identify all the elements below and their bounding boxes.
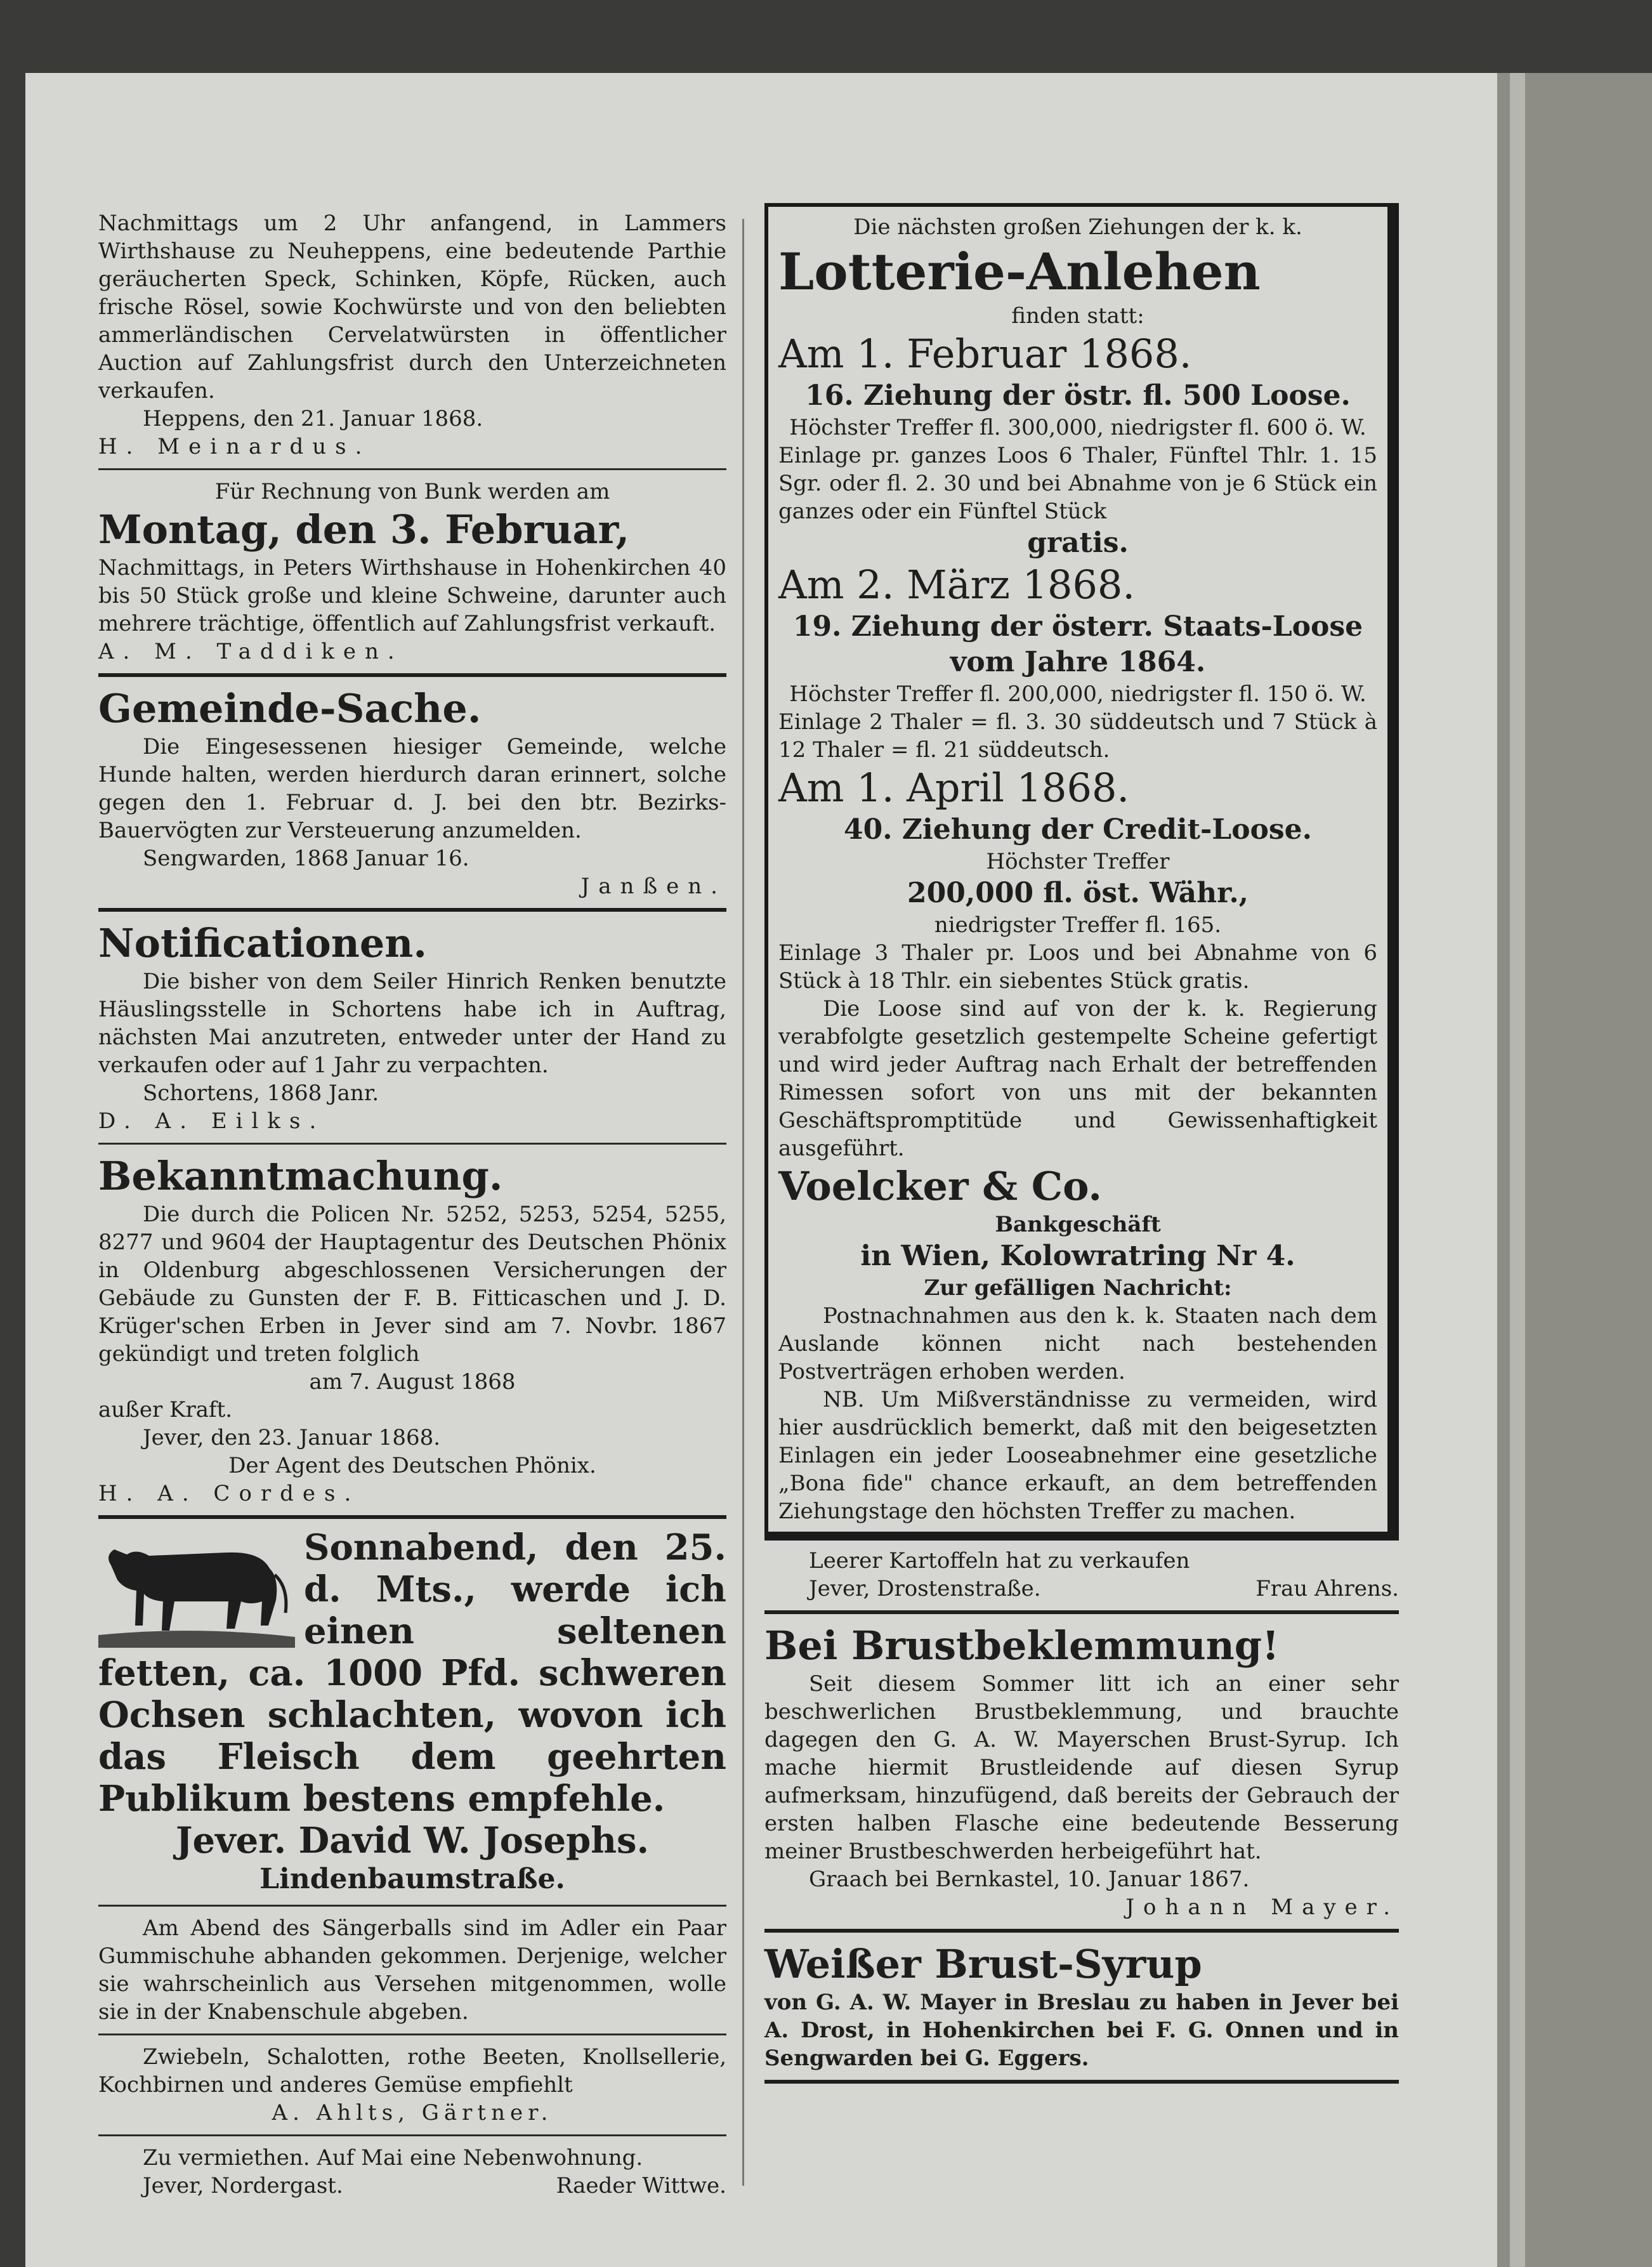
place-date: Graach bei Bernkastel, 10. Januar 1867.: [809, 1867, 1250, 1892]
divider: [98, 673, 726, 677]
signature: Janßen.: [580, 874, 726, 899]
lottery-stake-3: Einlage 3 Thaler pr. Loos und bei Abnahme von 6 Stück à 18 Thlr. ein siebentes Stück gratis.: [778, 940, 1377, 994]
lottery-date-1: Am 1. Februar 1868.: [778, 331, 1192, 377]
signature: Frau Ahrens.: [1255, 1576, 1399, 1601]
ad-text: Zwiebeln, Schalotten, rothe Beeten, Knollsellerie, Kochbirnen und anderes Gemüse empfiehlt: [98, 2044, 726, 2098]
divider: [764, 1929, 1399, 1933]
ox-illustration: [98, 1530, 295, 1651]
lottery-stake-1: Einlage pr. ganzes Loos 6 Thaler, Fünftel Thlr. 1. 15 Sgr. oder fl. 2. 30 und bei Abnahme von je 6 Stück ein ganzes oder ein Fünftel Stück: [778, 443, 1377, 524]
lottery-note-2: NB. Um Mißverständnisse zu vermeiden, wird hier ausdrücklich bemerkt, daß mit den beigesetzten Einlagen ein jeder Looseabnehmer eine gesetzliche „Bona fide" chance erkauft, an dem betreffenden Ziehungstage den höchsten Treffer zu machen.: [778, 1387, 1377, 1524]
date-line: am 7. August 1868: [309, 1369, 516, 1395]
lottery-note-head: Zur gefälligen Nachricht:: [924, 1275, 1232, 1301]
ad-text: Nachmittags, in Peters Wirthshause in Hohenkirchen 40 bis 50 Stück große und kleine Schweine, darunter auch mehrere trächtige, öffentlich auf Zahlungsfrist verkauft.: [98, 555, 726, 636]
ad-josephs: [98, 1527, 726, 1897]
ad-headline: Notificationen.: [98, 920, 427, 966]
ad-text: Seit diesem Sommer litt ich an einer sehr beschwerlichen Brustbeklemmung, und brauchte dagegen den G. A. W. Mayerschen Brust-Syrup. Ich mache hiermit Brustleidende auf diesen Syrup aufmerksam, hinzufügend, daß bereits der Gebrauch der ersten halben Flasche eine bedeutende Besserung meiner Brustbeschwerden herbeigeführt hat.: [764, 1671, 1399, 1864]
divider: [98, 908, 726, 912]
ad-notification: [98, 919, 726, 1135]
place: Jever, Nordergast.: [143, 2173, 343, 2198]
signature: Johann Mayer.: [1125, 1895, 1399, 1920]
signature: H. Meinardus.: [98, 434, 371, 459]
ad-sign: Jever. David W. Josephs.: [175, 1820, 650, 1862]
signature: D. A. Eilks.: [98, 1108, 325, 1134]
divider: [98, 2034, 726, 2035]
ad-text: Leerer Kartoffeln hat zu verkaufen: [809, 1548, 1190, 1574]
ad-text: Am Abend des Sängerballs sind im Adler ein Paar Gummischuhe abhanden gekommen. Derjenige, welcher sie wahrscheinlich aus Versehen mitgenommen, wolle sie in der Knabenschule abgeben.: [98, 1915, 726, 2025]
lottery-firm: Voelcker & Co.: [778, 1163, 1102, 1209]
ad-street: Lindenbaumstraße.: [259, 1863, 565, 1895]
left-column: [98, 209, 726, 2200]
lottery-sub: finden statt:: [1011, 303, 1144, 329]
lottery-date-2: Am 2. März 1868.: [778, 562, 1136, 608]
ad-syrup: [764, 1940, 1399, 2072]
ad-footer: [98, 2172, 726, 2200]
lottery-note-1: Postnachnahmen aus den k. k. Staaten nach dem Auslande können nicht nach bestehenden Postverträgen erhoben werden.: [778, 1303, 1377, 1384]
ad-meat-auction: [98, 209, 726, 461]
divider: [98, 1515, 726, 1519]
lottery-info: Die Loose sind auf von der k. k. Regierung verabfolgte gesetzlich gestempelte Scheine gefertigt und wird jeder Auftrag nach Erhalt der betreffenden Rimessen sofort von uns mit der bekannten Geschäftspromptitüde und Gewissenhaftigkeit ausgeführt.: [778, 996, 1377, 1161]
ad-headline: Bei Brustbeklemmung!: [764, 1622, 1280, 1669]
place-date: Schortens, 1868 Janr.: [143, 1081, 379, 1106]
column-rule: [742, 219, 744, 2186]
ad-headline: Montag, den 3. Februar,: [98, 506, 630, 553]
newspaper-page: [25, 73, 1497, 2267]
divider: [98, 1143, 726, 1145]
ad-text: Sonnabend, den 25. d. Mts., werde ich einen seltenen fetten, ca. 1000 Pfd. schweren Ochsen schlachten, wovon ich das Fleisch dem geehrten Publikum bestens empfehle.: [98, 1527, 726, 1820]
ad-vegetables: [98, 2043, 726, 2127]
ad-gemeinde: [98, 685, 726, 900]
ad-lottery: [764, 203, 1399, 1541]
ad-brust: [764, 1622, 1399, 1921]
lottery-prize-3b: 200,000 fl. öst. Währ.,: [907, 877, 1249, 909]
ad-pig-auction: [98, 478, 726, 666]
ad-footer: [764, 1575, 1399, 1603]
lottery-address: in Wien, Kolowratring Nr 4.: [860, 1240, 1295, 1272]
lottery-draw-1: 16. Ziehung der östr. fl. 500 Loose.: [805, 379, 1351, 412]
ad-lost-shoes: [98, 1914, 726, 2026]
lottery-gratis-1: gratis.: [1027, 527, 1129, 559]
signature: H. A. Cordes.: [98, 1481, 360, 1506]
lottery-firm-type: Bankgeschäft: [995, 1212, 1161, 1237]
place-date: Heppens, den 21. Januar 1868.: [143, 406, 483, 431]
ad-end: außer Kraft.: [98, 1397, 233, 1423]
ad-text: Die durch die Policen Nr. 5252, 5253, 5254, 5255, 8277 und 9604 der Hauptagentur des Deutschen Phönix in Oldenburg abgeschlossenen Versicherungen der Gebäude zu Gunsten der F. B. Fitticaschen und J. D. Krüger'schen Erben in Jever sind am 7. Novbr. 1867 gekündigt und treten folglich: [98, 1202, 726, 1367]
lottery-stake-2: Einlage 2 Thaler = fl. 3. 30 süddeutsch und 7 Stück à 12 Thaler = fl. 21 süddeutsch.: [778, 709, 1377, 763]
right-column: [764, 203, 1399, 2091]
ad-headline: Gemeinde-Sache.: [98, 685, 482, 732]
divider: [98, 1905, 726, 1907]
divider: [764, 1610, 1399, 1614]
lottery-draw-2: 19. Ziehung der österr. Staats-Loose vom Jahre 1864.: [792, 610, 1363, 678]
signature: A. Ahlts, Gärtner.: [272, 2100, 553, 2126]
ad-text: Nachmittags um 2 Uhr anfangend, in Lammers Wirthshause zu Neuheppens, eine bedeutende Parthie geräucherten Speck, Schinken, Köpfe, Rücken, auch frische Rösel, sowie Kochwürste und von den beliebten ammerländischen Cervelatwürsten in öffentlicher Auction auf Zahlungsfrist durch den Unterzeichneten verkaufen.: [98, 211, 726, 404]
ad-text: Die bisher von dem Seiler Hinrich Renken benutzte Häuslingsstelle in Schortens habe ich in Auftrag, nächsten Mai anzutreten, entweder unter der Hand zu verkaufen oder auf 1 Jahr zu verpachten.: [98, 969, 726, 1078]
signature: A. M. Taddiken.: [98, 639, 403, 664]
signature: Raeder Wittwe.: [556, 2173, 726, 2198]
ad-headline: Bekanntmachung.: [98, 1153, 503, 1199]
ad-headline: Weißer Brust-Syrup: [764, 1941, 1202, 1987]
ad-rent: [98, 2144, 726, 2200]
place-date: Sengwarden, 1868 Januar 16.: [143, 846, 469, 871]
ad-text: Die Eingesessenen hiesiger Gemeinde, welche Hunde halten, werden hierdurch daran erinnert, solche gegen den 1. Februar d. J. bei den btr. Bezirks-Bauervögten zur Versteuerung anzumelden.: [98, 734, 726, 843]
ad-bekanntmachung: [98, 1152, 726, 1508]
divider: [98, 2134, 726, 2136]
lottery-prize-3a: Höchster Treffer: [986, 849, 1170, 874]
place: Jever, Drostenstraße.: [809, 1576, 1041, 1601]
ad-potatoes: [764, 1547, 1399, 1603]
lottery-intro: Die nächsten großen Ziehungen der k. k.: [853, 214, 1302, 240]
divider: [764, 2080, 1399, 2084]
book-binding: [1497, 73, 1652, 2267]
lottery-date-3: Am 1. April 1868.: [778, 765, 1130, 811]
ad-intro: Für Rechnung von Bunk werden am: [214, 479, 610, 504]
lottery-draw-3: 40. Ziehung der Credit-Loose.: [844, 813, 1312, 846]
place-date: Jever, den 23. Januar 1868.: [143, 1425, 441, 1450]
agent: Der Agent des Deutschen Phönix.: [228, 1453, 596, 1478]
lottery-prize-2: Höchster Treffer fl. 200,000, niedrigster fl. 150 ö. W.: [789, 681, 1367, 707]
lottery-headline: Lotterie-Anlehen: [778, 242, 1261, 301]
lottery-prize-1: Höchster Treffer fl. 300,000, niedrigster fl. 600 ö. W.: [789, 415, 1367, 440]
ad-text: von G. A. W. Mayer in Breslau zu haben in Jever bei A. Drost, in Hohenkirchen bei F. G. Onnen und in Sengwarden bei G. Eggers.: [764, 1990, 1399, 2071]
lottery-prize-3c: niedrigster Treffer fl. 165.: [934, 912, 1222, 938]
ad-text: Zu vermiethen. Auf Mai eine Nebenwohnung.: [143, 2145, 643, 2171]
binding-strip: [1510, 73, 1525, 2267]
divider: [98, 468, 726, 470]
